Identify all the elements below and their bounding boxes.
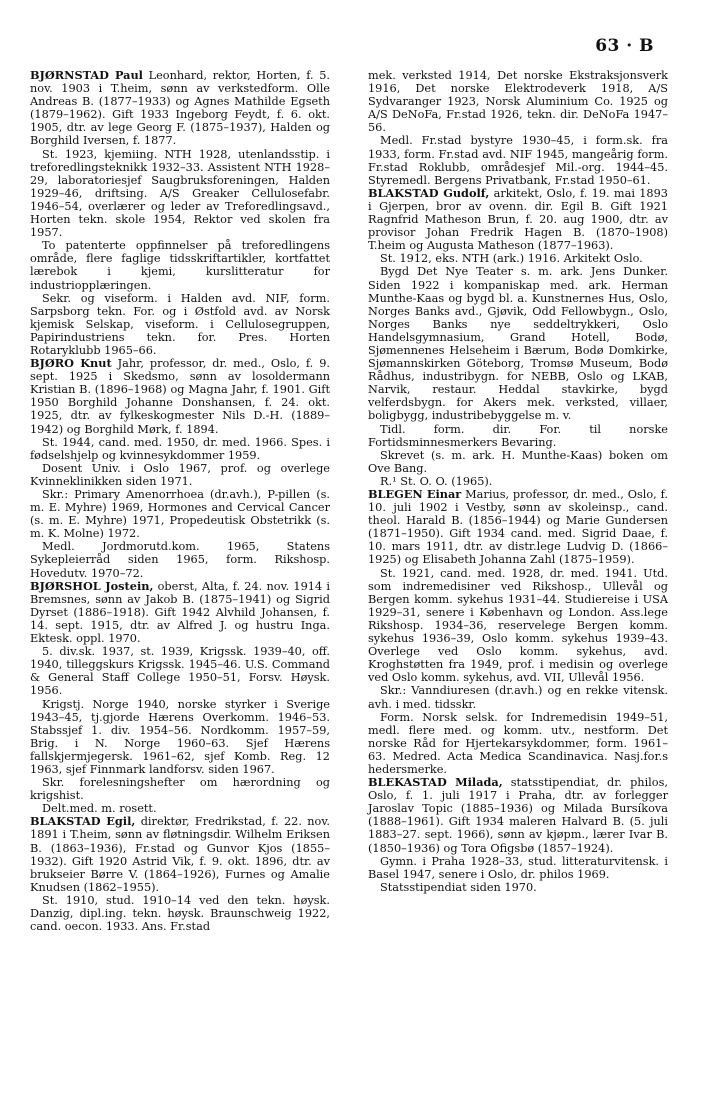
entry-paragraph xyxy=(30,292,330,357)
right-column xyxy=(368,69,668,894)
left-column xyxy=(30,69,330,933)
entry-text: Skr. forelesningshefter om hærordning og krigshist. xyxy=(30,776,330,803)
entry-text: Medl. Fr.stad bystyre 1930–45, i form.sk. fra 1933, form. Fr.stad avd. NIF 1945, mangeårig form. Fr.stad Roklubb, områdesjef Mil.-org. 1944–45. Styremedl. Bergens Privatbank, Fr.stad 1950–61. xyxy=(368,134,668,187)
entry-paragraph xyxy=(30,488,330,540)
entry-text: Sekr. og viseform. i Halden avd. NIF, form. Sarpsborg tekn. For. og i Østfold avd. av Norsk kjemisk Selskap, viseform. i Cellulosegruppen, Papirindustriens tekn. for. Pres. Horten Rotaryklubb 1965–66. xyxy=(30,291,330,357)
entry-text: Gymn. i Praha 1928–33, stud. litteraturvitensk. i Basel 1947, senere i Oslo, dr. philos 1969. xyxy=(368,854,668,881)
entry-text: St. 1944, cand. med. 1950, dr. med. 1966. Spes. i fødselshjelp og kvinnesykdommer 1959. xyxy=(30,435,330,462)
entry-text: To patenterte oppfinnelser på treforedlingens område, flere faglige tidsskriftartikler, kortfattet lærebok i kjemi, kurslitteratur for industriopplæringen. xyxy=(30,239,330,292)
entry-text: Skr.: Primary Amenorrhoea (dr.avh.), P-pillen (s. m. E. Myhre) 1969, Hormones and Cervical Cancer (s. m. E. Myhre) 1971, Propedeutisk Obstetrikk (s. m. K. Molne) 1972. xyxy=(30,488,330,541)
entry-paragraph xyxy=(30,148,330,240)
entry-text: Delt.med. m. rosett. xyxy=(42,802,157,816)
entry-text: St. 1912, eks. NTH (ark.) 1916. Arkitekt Oslo. xyxy=(380,252,643,266)
entry-text: 5. div.sk. 1937, st. 1939, Krigssk. 1939–40, off. 1940, tilleggskurs Krigssk. 1945–46. U.S. Command & General Staff College 1950–51, Forsv. Høysk. 1956. xyxy=(30,645,330,698)
entry-text: Skr.: Vanndiuresen (dr.avh.) og en rekke vitensk. avh. i med. tidsskr. xyxy=(368,684,668,711)
entry-text: Tidl. form. dir. For. til norske Fortidsminnesmerkers Bevaring. xyxy=(368,422,668,449)
entry-text: mek. verksted 1914, Det norske Ekstraksjonsverk 1916, Det norske Elektrodeverk 1918, A/S Sydvaranger 1923, Norsk Aluminium Co. 1925 og A/S DeNoFa, Fr.stad 1926, tekn. dir. DeNoFa 1947–56. xyxy=(368,69,668,135)
entry-text: Dosent Univ. i Oslo 1967, prof. og overlege Kvinneklinikken siden 1971. xyxy=(30,461,330,488)
entry-text: Form. Norsk selsk. for Indremedisin 1949–51, medl. flere med. og komm. utv., nestform. Det norske Råd for Hjertekarsykdommer, form. 1961–63. Medred. Acta Medica Scandinavica. Nasj.for.s hedersmerke. xyxy=(368,710,668,776)
entry-paragraph xyxy=(30,645,330,697)
entry-paragraph xyxy=(368,684,668,710)
entry-text: direktør, Fredrikstad, f. 22. nov. 1891 i T.heim, sønn av fløtningsdir. Wilhelm Eriksen B. (1863–1936), Fr.stad og Gunvor Kjos (1855–1932). Gift 1920 Astrid Vik, f. 9. okt. 1896, dtr. av brukseier Børre V. (1864–1926), Furnes og Amalie Knudsen (1862–1955). xyxy=(30,815,330,894)
entry-paragraph xyxy=(368,449,668,475)
entry-text: St. 1910, stud. 1910–14 ved den tekn. høysk. Danzig, dipl.ing. tekn. høysk. Braunschweig 1922, cand. oecon. 1933. Ans. Fr.stad xyxy=(30,893,330,934)
entry-paragraph xyxy=(30,540,330,579)
entry-paragraph xyxy=(368,881,668,894)
entry-text: St. 1923, kjemiing. NTH 1928, utenlandsstip. i treforedlingsteknikk 1932–33. Assistent NTH 1928–29, laboratoriesjef Saugbruksforeningen, Halden 1929–46, driftsing. A/S Greaker Cellulosefabr. 1946–54, overlærer og leder av Treforedlingsavd., Horten tekn. skole 1954, Rektor ved skolen fra 1957. xyxy=(30,147,330,240)
entry-text: arkitekt, Oslo, f. 19. mai 1893 i Gjerpen, bror av ovenn. dir. Egil B. Gift 1921 Ragnfrid Matheson Brun, f. 20. aug 1900, dtr. av provisor Johan Fredrik Hagen B. (1870–1908) T.heim og Augusta Matheson (1877–1963). xyxy=(368,186,668,253)
biography-entry xyxy=(30,580,330,645)
biography-entry xyxy=(368,776,668,855)
entry-text: Skrevet (s. m. ark. H. Munthe-Kaas) boken om Ove Bang. xyxy=(368,448,668,475)
entry-paragraph xyxy=(368,252,668,265)
entry-text: Leonhard, rektor, Horten, f. 5. nov. 1903 i T.heim, sønn av verkstedform. Olle Andreas B. (1877–1933) og Agnes Mathilde Egseth (1879–1962). Gift 1933 Ingeborg Feydt, f. 6. okt. 1905, dtr. av lege Georg F. (1875–1937), Halden og Borghild Iversen, f. 1877. xyxy=(30,69,330,148)
entry-name: BLAKSTAD Gudolf, xyxy=(368,185,490,200)
entry-paragraph xyxy=(368,855,668,881)
entry-paragraph xyxy=(368,265,668,422)
biography-entry xyxy=(30,815,330,894)
entry-name: BJØRSHOL Jostein, xyxy=(30,578,154,593)
entry-text: Krigstj. Norge 1940, norske styrker i Sverige 1943–45, tj.gjorde Hærens Overkomm. 1946–53. Stabssjef 1. div. 1954–56. Nordkomm. 1957–59, Brig. i N. Norge 1960–63. Sjef Hærens fallskjermjegersk. 1961–62, sjef Komb. Reg. 12 1963, sjef Finnmark landforsv. siden 1967. xyxy=(30,697,330,776)
entry-name: BJØRNSTAD Paul xyxy=(30,68,143,82)
entry-paragraph xyxy=(30,698,330,777)
entry-paragraph xyxy=(30,776,330,802)
entry-name: BJØRO Knut xyxy=(30,356,112,371)
entry-text: Jahr, professor, dr. med., Oslo, f. 9. sept. 1925 i Skedsmo, sønn av losoldermann Kristian B. (1896–1968) og Magna Jahr, f. 1901. Gift 1950 Borghild Johanne Donshansen, f. 24. okt. 1925, dtr. av fylkeskogmester Nils D.-H. (1889–1942) og Borghild Mørk, f. 1894. xyxy=(30,357,330,436)
entry-text: Bygd Det Nye Teater s. m. ark. Jens Dunker. Siden 1922 i kompaniskap med. ark. Herman Munthe-Kaas og bygd bl. a. Kunstnernes Hus, Oslo, Norges Banks avd., Gjøvik, Odd Fellowbygn., Oslo, Norges Banks nye seddeltrykkeri, Oslo Handelsgymnasium, Grand Hotell, Bodø, Sjømennenes Helseheim i Bærum, Bodø Domkirke, Sjømannskirken Göteborg, Tromsø Museum, Bodø Rådhus, industribygn. for NEBB, Oslo og LKAB, Narvik, restaur. Heddal stavkirke, bygd velferdsbygn. for Akers mek. verksted, villaer, boligbygg, industribebyggelse m. v. xyxy=(368,265,668,423)
entry-paragraph xyxy=(368,134,668,186)
page-number: 63 · B xyxy=(595,36,654,56)
entry-text: St. 1921, cand. med. 1928, dr. med. 1941. Utd. som indremedisiner ved Rikshosp., Ullevål og Bergen komm. sykehus 1931–44. Studiereise i USA 1929–31, senere i København og London. Ass.lege Rikshosp. 1934–36, reservelege Bergen komm. sykehus 1936–39, Oslo komm. sykehus 1939–43. Overlege ved Oslo komm. sykehus, avd. Kroghstøtten fra 1949, prof. i medisin og overlege ved Oslo komm. sykehus, avd. VII, Ullevål 1956. xyxy=(368,566,668,685)
entry-text: Statsstipendiat siden 1970. xyxy=(380,880,537,894)
entry-text: R.¹ St. O. O. (1965). xyxy=(380,474,493,488)
entry-text: Medl. Jordmorutd.kom. 1965, Statens Sykepleierråd siden 1965, form. Rikshosp. Hovedutv. 1970–72. xyxy=(30,540,330,580)
entry-paragraph xyxy=(30,436,330,462)
biography-entry xyxy=(30,357,330,436)
entry-paragraph xyxy=(368,69,668,134)
entry-text: Marius, professor, dr. med., Oslo, f. 10. juli 1902 i Vestby, sønn av skoleinsp., cand. theol. Harald B. (1856–1944) og Marie Gundersen (1871–1950). Gift 1934 cand. med. Sigrid Daae, f. 10. mars 1911, dtr. av distr.lege Ludvig D. (1866–1925) og Elisabeth Johanna Zahl (1875–1959). xyxy=(368,488,668,567)
entry-paragraph xyxy=(30,462,330,488)
entry-name: BLAKSTAD Egil, xyxy=(30,814,136,829)
entry-paragraph xyxy=(368,711,668,776)
entry-name: BLEKASTAD Milada, xyxy=(368,775,503,790)
entry-text: statsstipendiat, dr. philos, Oslo, f. 1. juli 1917 i Praha, dtr. av forlegger Jaroslav Topic (1885–1936) og Milada Bursíkova (1888–1961). Gift 1934 maleren Halvard B. (5. juli 1883–27. sept. 1966), sønn av kjøpm., lærer Ivar B. (1850–1936) og Tora Ofigsbø (1857–1924). xyxy=(368,776,668,855)
entry-name: BLEGEN Einar xyxy=(368,487,462,501)
entry-text: oberst, Alta, f. 24. nov. 1914 i Bremsnes, sønn av Jakob B. (1875–1941) og Sigrid Dyrset (1886–1918). Gift 1942 Alvhild Johansen, f. 14. sept. 1915, dtr. av Alfred J. og hustru Inga. Ektesk. oppl. 1970. xyxy=(30,579,330,646)
biography-entry xyxy=(368,187,668,252)
entry-paragraph xyxy=(368,423,668,449)
biography-entry xyxy=(368,488,668,567)
biography-entry xyxy=(30,69,330,148)
entry-paragraph xyxy=(368,567,668,685)
entry-paragraph xyxy=(30,894,330,933)
entry-paragraph xyxy=(30,239,330,291)
